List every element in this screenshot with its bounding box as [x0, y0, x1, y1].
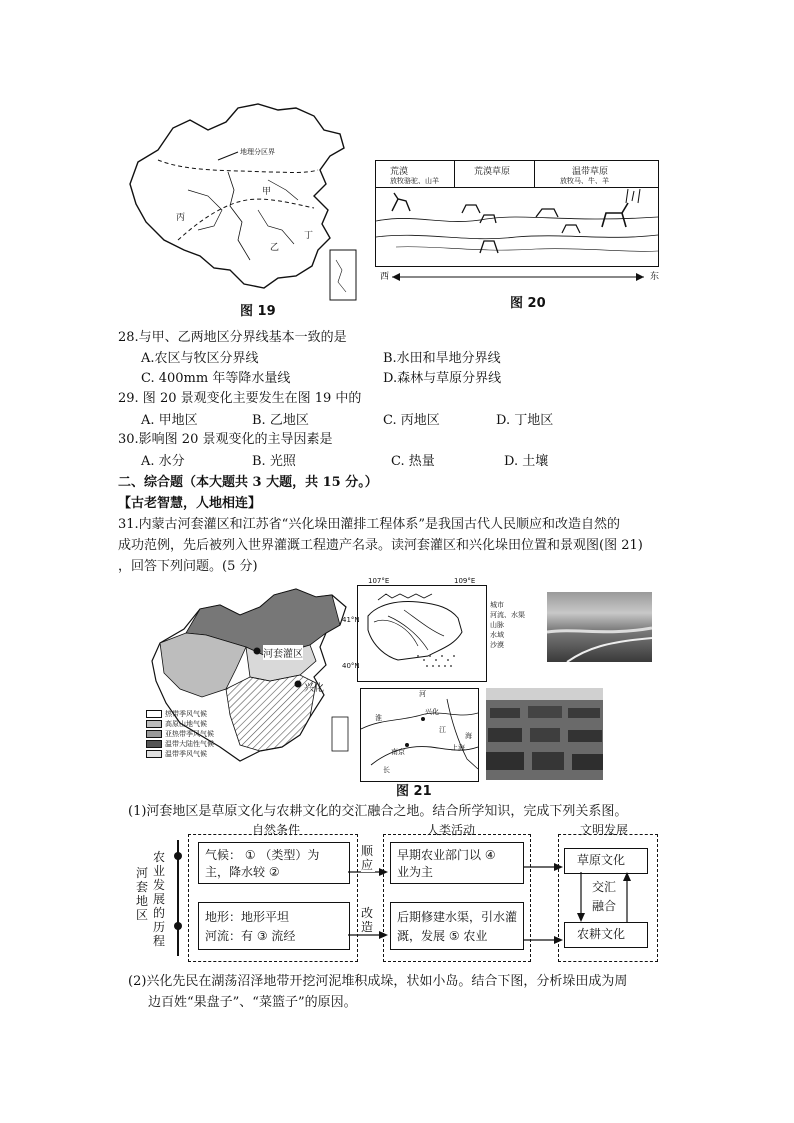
xinghua-photo: [486, 688, 603, 780]
merge-label: 交汇融合: [591, 880, 616, 913]
map-legend-item: 水域: [490, 631, 504, 639]
q29-stem: 29. 图 20 景观变化主要发生在图 19 中的: [118, 391, 362, 406]
map3-label: 长: [383, 766, 390, 774]
q28-option-a: A.农区与牧区分界线: [141, 351, 259, 366]
arrow-to-grassland: [523, 857, 563, 867]
q31-line-2: 成功范例，先后被列入世界灌溉工程遗产名录。读河套灌区和兴化垛田位置和景观图(图 21): [118, 538, 643, 553]
label-yi: 乙: [270, 243, 280, 253]
figure-21-china-climate-map: [140, 585, 350, 780]
hetao-map-legend: [490, 600, 525, 650]
farming-culture-label: 农耕文化: [577, 927, 626, 941]
merge-down-arrow: [576, 872, 586, 922]
figure-21-caption: 图 21: [396, 784, 432, 799]
q28-stem: 28.与甲、乙两地区分界线基本一致的是: [118, 330, 347, 345]
hetao-region-label: 河套地区: [136, 866, 149, 922]
q31-part-2-line-2: 边百姓“果盘子”、“菜篮子”的原因。: [148, 995, 357, 1010]
q31-line-1: 31.内蒙古河套灌区和江苏省“兴化垛田灌排工程体系”是我国古代人民顺应和改造自然的: [118, 517, 620, 532]
climate-box-line-2: 主，降水较 ②: [205, 865, 280, 879]
label-jia: 甲: [262, 187, 272, 197]
map3-label: 淮: [375, 714, 382, 722]
grassland-culture-label: 草原文化: [577, 853, 626, 867]
q30-option-a: A. 水分: [141, 454, 185, 469]
hetao-label: 河套灌区: [263, 645, 303, 660]
lon-109: 109°E: [454, 577, 476, 585]
merge-up-arrow: [622, 872, 632, 922]
figure-20-landscape: [375, 160, 659, 267]
map-legend-item: 山脉: [490, 621, 504, 629]
agri-history-label: 农业发展的历程: [153, 850, 166, 948]
diagram-col-human: 人类活动: [427, 823, 476, 837]
diagram-col-civilization: 文明发展: [580, 823, 629, 837]
lat-40: 40°N: [342, 662, 360, 670]
q30-stem: 30.影响图 20 景观变化的主导因素是: [118, 432, 333, 447]
q29-option-a: A. 甲地区: [141, 413, 198, 428]
map3-label: 河: [419, 690, 426, 698]
terrain-box-line-1: 地形：地形平坦: [205, 910, 290, 924]
legend-item: 亚热带季风气候: [165, 730, 214, 738]
map-legend-item: 河流、水渠: [490, 611, 525, 619]
legend-item: 温带季风气候: [165, 750, 207, 758]
q29-option-d: D. 丁地区: [496, 413, 554, 428]
legend-item: 高原山地气候: [165, 720, 207, 728]
map-legend-item: 城市: [490, 601, 504, 609]
late-agri-line-1: 后期修建水渠，引水灌: [397, 910, 518, 924]
q30-option-b: B. 光照: [252, 454, 296, 469]
q28-option-c: C. 400mm 年等降水量线: [141, 371, 291, 386]
zone-temperate-steppe-sub: 放牧马、牛、羊: [560, 177, 609, 185]
hetao-detail-map: [342, 577, 525, 682]
q29-option-b: B. 乙地区: [252, 413, 309, 428]
zone-temperate-steppe: 温带草原: [572, 167, 609, 177]
section-2-heading: 二、综合题（本大题共 3 大题，共 15 分。）: [118, 475, 378, 490]
xinghua-map-drawing: [361, 689, 478, 781]
topic-heading: 【古老智慧，人地相连】: [118, 496, 262, 511]
legend-item: 热带季风气候: [165, 710, 207, 718]
arrow-to-farming: [523, 930, 563, 940]
map3-label: 江: [439, 726, 446, 734]
lat-41: 41°N: [342, 616, 360, 624]
map3-label: 海: [465, 732, 472, 740]
figure-19-map: [118, 100, 358, 305]
figure-19-caption: 图 19: [240, 304, 276, 319]
map-legend-item: 沙漠: [490, 641, 504, 649]
q28-option-d: D.森林与草原分界线: [383, 371, 502, 386]
adapt-label: 顺应: [361, 844, 374, 872]
label-ding: 丁: [304, 231, 314, 241]
q31-part-1: (1)河套地区是草原文化与农耕文化的交汇融合之地。结合所学知识，完成下列关系图。: [128, 804, 628, 819]
west-east-axis: [378, 268, 660, 280]
timeline-dot-bottom: [174, 922, 182, 930]
q30-option-d: D. 土壤: [504, 454, 549, 469]
map3-label: 上海: [451, 744, 465, 752]
xinghua-label: 兴化: [304, 683, 324, 694]
map3-label: 兴化: [425, 708, 439, 716]
xinghua-detail-map: [360, 688, 479, 782]
timeline-dot-top: [174, 852, 182, 860]
lon-107: 107°E: [368, 577, 390, 585]
map3-label: 南京: [391, 748, 405, 756]
label-bing: 丙: [176, 213, 186, 223]
q28-option-b: B.水田和旱地分界线: [383, 351, 501, 366]
hetao-photo: [547, 592, 652, 662]
climate-box-line-1: 气候： ① （类型）为: [205, 848, 320, 862]
zone-desert-sub: 放牧骆驼、山羊: [390, 177, 439, 185]
landscape-drawing: [376, 187, 658, 265]
early-agri-line-2: 业为主: [397, 865, 434, 879]
boundary-label: 地理分区界: [240, 148, 275, 156]
china-outline-map: [118, 100, 358, 305]
q31-part-2-line-1: (2)兴化先民在湖荡沼泽地带开挖河泥堆积成垛，状如小岛。结合下图，分析垛田成为周: [128, 974, 628, 989]
figure-20-caption: 图 20: [510, 296, 546, 311]
late-agri-line-2: 溉，发展 ⑤ 农业: [397, 929, 488, 943]
climate-legend: [146, 709, 214, 759]
transform-label: 改造: [361, 906, 374, 934]
legend-item: 温带大陆性气候: [165, 740, 214, 748]
q29-option-c: C. 丙地区: [383, 413, 440, 428]
zone-desert: 荒漠: [390, 167, 409, 177]
zone-desert-steppe: 荒漠草原: [474, 167, 511, 177]
early-agri-line-1: 早期农业部门以 ④: [397, 848, 496, 862]
q30-option-c: C. 热量: [391, 454, 435, 469]
west-label: 西: [380, 272, 390, 282]
diagram-col-natural: 自然条件: [252, 823, 301, 837]
hetao-map-drawing: [358, 586, 486, 681]
east-label: 东: [650, 272, 660, 282]
q31-line-3: ，回答下列问题。(5 分): [118, 559, 258, 574]
terrain-box-line-2: 河流：有 ③ 流经: [205, 929, 296, 943]
